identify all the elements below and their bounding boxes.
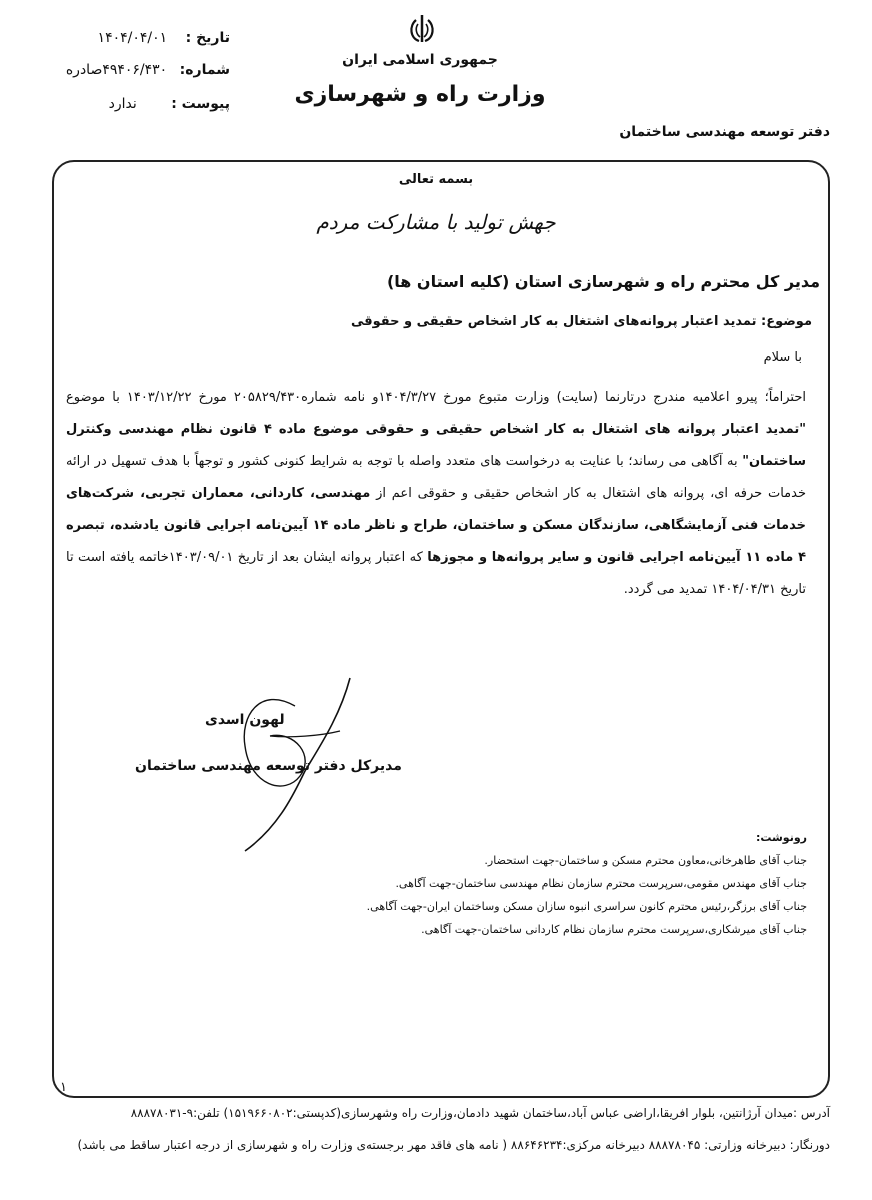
body-bold-2: مهندسی، کاردانی، معماران تجربی، شرکت‌های خدمات فنی آزمایشگاهی، سازندگان مسکن و ساختمان، طراح و ناظر ماده ۱۴ آیین‌نامه اجرایی قانون یادشده، تبصره ۴ ماده ۱۱ آیین‌نامه اجرایی قانون و سایر پروانه‌ها و مجوزها (66, 486, 806, 565)
greeting: با سلام (763, 350, 802, 365)
date-row (40, 30, 230, 46)
footer-address: آدرس :میدان آرژانتین، بلوار افریقا،اراضی عباس آباد،ساختمان شهید دادمان،وزارت راه وشهرسازی(کدپستی:۱۵۱۹۶۶۰۸۰۲) تلفن:۹-۸۸۸۷۸۰۳۱ (130, 1106, 830, 1120)
body-part-2: به آگاهی می رساند؛ با عنایت به درخواست های متعدد واصله با توجه به شرایط کنونی کشور و توجهاً با هدف تسهیل در ارائه خدمات حرفه ای، پروانه های اشتغال به کار اشخاص حقیقی و حقوقی اعم از (66, 454, 807, 501)
recipient: مدیر کل محترم راه و شهرسازی استان (کلیه استان ها) (386, 272, 820, 291)
number-label: شماره: (179, 62, 230, 78)
attachment-value: ندارد (108, 96, 137, 112)
letter-body (66, 382, 806, 606)
body-part-3: که اعتبار پروانه ایشان بعد از تاریخ ۱۴۰۳/۰۹/۰۱خاتمه یافته است تا تاریخ ۱۴۰۴/۰۴/۳۱ تمدید می گردد. (66, 550, 806, 597)
number-row (40, 62, 230, 78)
cc-item: جناب آقای میرشکاری،سرپرست محترم سازمان نظام کاردانی ساختمان-جهت آگاهی. (421, 923, 807, 936)
office-title: دفتر توسعه مهندسی ساختمان (619, 124, 830, 140)
cc-item: جناب آقای برزگر،رئیس محترم کانون سراسری انبوه سازان مسکن وساختمان ایران-جهت آگاهی. (366, 900, 807, 913)
cc-item: جناب آقای مهندس مقومی،سرپرست محترم سازمان نظام مهندسی ساختمان-جهت آگاهی. (395, 877, 807, 890)
signer-title: مدیرکل دفتر توسعه مهندسی ساختمان (135, 758, 402, 774)
cc-title: رونوشت: (755, 831, 807, 844)
footer-fax: دورنگار: دبیرخانه وزارتی: ۸۸۸۷۸۰۴۵ دبیرخانه مرکزی:۸۸۶۴۶۲۳۴ ( نامه های فاقد مهر برجسته‌ی وزارت راه و شهرسازی از درجه اعتبار ساقط می باشد) (77, 1138, 830, 1152)
cc-item: جناب آقای طاهرخانی،معاون محترم مسکن و ساختمان-جهت استحضار. (484, 854, 807, 867)
page-number: ۱ (60, 1080, 67, 1095)
subject: موضوع: تمدید اعتبار پروانه‌های اشتغال به کار اشخاص حقیقی و حقوقی (350, 314, 812, 329)
ministry-title: وزارت راه و شهرسازی (294, 82, 546, 107)
letter-frame (52, 160, 830, 1098)
cc-block (367, 826, 807, 941)
number-value: ۴۹۴۰۶/۴۳۰صادره (65, 62, 168, 78)
republic-title: جمهوری اسلامی ایران (342, 52, 498, 68)
body-part-1: احتراماً؛ پیرو اعلامیه مندرج درتارنما (سایت) وزارت متبوع مورخ ۱۴۰۴/۳/۲۷و نامه شماره۲۰۵۸۲۹/۴۳۰ مورخ ۱۴۰۳/۱۲/۲۲ با موضوع (66, 390, 806, 405)
bismillah: بسمه تعالی (398, 172, 474, 187)
signer-name: لهون اسدی (205, 712, 285, 728)
date-label: تاریخ : (185, 30, 230, 46)
body-bold-1: "تمدید اعتبار پروانه های اشتغال به کار اشخاص حقیقی و حقوقی موضوع ماده ۴ قانون نظام مهندسی وکنترل ساختمان" (66, 422, 806, 469)
attachment-row (40, 96, 230, 112)
motto: جهش تولید با مشارکت مردم (316, 210, 556, 234)
attachment-label: پیوست : (171, 96, 230, 112)
date-value: ۱۴۰۴/۰۴/۰۱ (97, 30, 168, 46)
iran-emblem-icon (405, 12, 439, 46)
